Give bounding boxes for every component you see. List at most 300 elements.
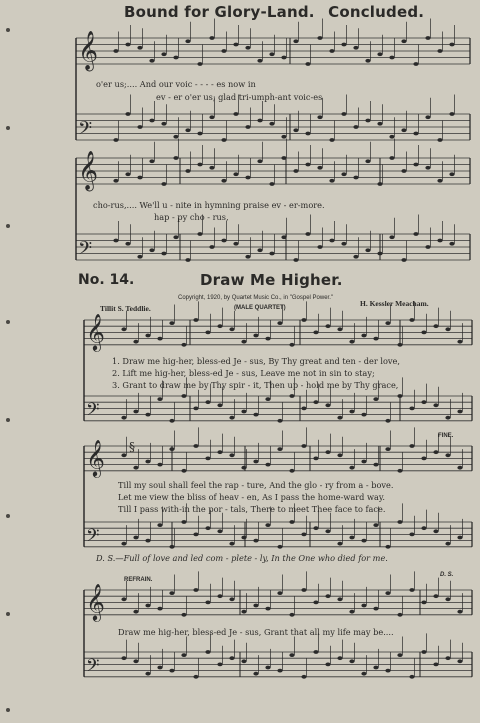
verse-line: 1. Draw me hig-her, bless-ed Je - sus, By Thy great and ten - der love, <box>112 356 400 366</box>
note-head <box>193 444 198 448</box>
note-head <box>409 588 414 592</box>
note-head <box>221 138 226 142</box>
note-head <box>253 334 258 338</box>
note-head <box>145 672 150 676</box>
note-head <box>133 610 138 614</box>
note-head <box>449 172 454 176</box>
note-head <box>377 122 382 126</box>
note-head <box>397 520 402 524</box>
note-head <box>325 663 330 667</box>
note-head <box>133 659 138 663</box>
note-head <box>113 239 118 243</box>
note-head <box>149 159 154 163</box>
note-head <box>233 43 238 47</box>
note-head <box>265 666 270 670</box>
note-head <box>433 324 438 328</box>
bass-clef: 𝄢 <box>86 654 100 680</box>
note-head <box>409 444 414 448</box>
note-head <box>325 403 330 407</box>
note-head <box>217 529 222 533</box>
note-head <box>209 36 214 40</box>
note-head <box>349 410 354 414</box>
fine-label: FINE. <box>438 433 454 439</box>
note-head <box>281 56 286 60</box>
note-head <box>317 245 322 249</box>
continued-suffix: Concluded. <box>328 3 425 21</box>
note-head <box>157 666 162 670</box>
note-head <box>305 232 310 236</box>
note-head <box>445 597 450 601</box>
note-head <box>301 407 306 411</box>
note-head <box>281 135 286 139</box>
note-head <box>281 235 286 239</box>
note-head <box>277 591 282 595</box>
note-head <box>125 112 130 116</box>
note-head <box>277 669 282 673</box>
note-head <box>185 258 190 262</box>
note-head <box>121 327 126 331</box>
note-head <box>305 163 310 167</box>
note-head <box>269 182 274 186</box>
note-head <box>385 669 390 673</box>
note-head <box>389 135 394 139</box>
note-head <box>241 340 246 344</box>
note-head <box>205 457 210 461</box>
note-head <box>377 252 382 256</box>
ds-label: D. S. <box>440 572 454 578</box>
note-head <box>329 49 334 53</box>
note-head <box>169 447 174 451</box>
note-head <box>353 125 358 129</box>
note-head <box>149 119 154 123</box>
note-head <box>181 469 186 473</box>
note-head <box>457 610 462 614</box>
note-head <box>289 613 294 617</box>
note-head <box>169 669 174 673</box>
note-head <box>373 463 378 467</box>
note-head <box>181 613 186 617</box>
note-head <box>209 245 214 249</box>
note-head <box>205 601 210 605</box>
note-head <box>389 56 394 60</box>
note-head <box>281 156 286 160</box>
note-head <box>193 675 198 679</box>
note-head <box>365 59 370 63</box>
bass-clef: 𝄢 <box>78 237 93 264</box>
note-head <box>457 466 462 470</box>
note-head <box>413 132 418 136</box>
note-head <box>245 255 250 259</box>
note-head <box>457 659 462 663</box>
note-head <box>341 43 346 47</box>
note-head <box>265 523 270 527</box>
note-head <box>397 613 402 617</box>
note-head <box>401 128 406 132</box>
note-head <box>361 604 366 608</box>
note-head <box>277 321 282 325</box>
note-head <box>413 62 418 66</box>
note-head <box>301 533 306 537</box>
note-head <box>133 536 138 540</box>
note-head <box>157 607 162 611</box>
note-head <box>205 400 210 404</box>
note-head <box>245 125 250 129</box>
note-head <box>169 591 174 595</box>
note-head <box>113 138 118 142</box>
lyric-line: hap - py cho - rus, <box>154 212 229 222</box>
note-head <box>185 128 190 132</box>
note-head <box>145 539 150 543</box>
note-head <box>365 248 370 252</box>
note-head <box>229 327 234 331</box>
note-head <box>193 588 198 592</box>
note-head <box>397 343 402 347</box>
bass-clef: 𝄢 <box>78 117 93 144</box>
note-head <box>401 169 406 173</box>
song-title: Draw Me Higher. <box>200 271 343 289</box>
note-head <box>209 166 214 170</box>
note-head <box>257 119 262 123</box>
note-head <box>293 128 298 132</box>
note-head <box>137 125 142 129</box>
note-head <box>277 447 282 451</box>
note-head <box>193 533 198 537</box>
note-head <box>349 659 354 663</box>
note-head <box>421 457 426 461</box>
note-head <box>221 179 226 183</box>
note-head <box>193 407 198 411</box>
note-head <box>265 463 270 467</box>
note-head <box>389 156 394 160</box>
note-head <box>301 675 306 679</box>
treble-clef: 𝄞 <box>78 150 98 190</box>
note-head <box>257 159 262 163</box>
note-head <box>245 46 250 50</box>
note-head <box>205 650 210 654</box>
treble-clef: 𝄞 <box>78 30 98 70</box>
note-head <box>133 410 138 414</box>
note-head <box>349 340 354 344</box>
note-head <box>317 36 322 40</box>
note-head <box>241 659 246 663</box>
note-head <box>253 413 258 417</box>
note-head <box>173 156 178 160</box>
note-head <box>445 656 450 660</box>
note-head <box>181 653 186 657</box>
note-head <box>169 321 174 325</box>
note-head <box>313 650 318 654</box>
continued-title-text: Bound for Glory-Land. <box>124 3 315 21</box>
note-head <box>325 529 330 533</box>
note-head <box>317 166 322 170</box>
note-head <box>301 588 306 592</box>
note-head <box>421 601 426 605</box>
note-head <box>445 453 450 457</box>
note-head <box>409 407 414 411</box>
note-head <box>385 419 390 423</box>
note-head <box>121 542 126 546</box>
note-head <box>113 49 118 53</box>
note-head <box>217 403 222 407</box>
note-head <box>229 542 234 546</box>
note-head <box>325 594 330 598</box>
note-head <box>217 594 222 598</box>
note-head <box>449 112 454 116</box>
note-head <box>409 533 414 537</box>
note-head <box>253 604 258 608</box>
note-head <box>397 653 402 657</box>
note-head <box>121 656 126 660</box>
note-head <box>241 536 246 540</box>
note-head <box>113 179 118 183</box>
note-head <box>293 39 298 43</box>
note-head <box>425 36 430 40</box>
note-head <box>377 52 382 56</box>
note-head <box>349 610 354 614</box>
note-head <box>169 419 174 423</box>
note-head <box>437 49 442 53</box>
note-head <box>353 176 358 180</box>
note-head <box>173 56 178 60</box>
note-head <box>269 122 274 126</box>
note-head <box>361 539 366 543</box>
note-head <box>145 604 150 608</box>
refrain-label: REFRAIN. <box>124 577 153 583</box>
note-head <box>385 321 390 325</box>
note-head <box>433 403 438 407</box>
note-head <box>341 242 346 246</box>
note-head <box>325 450 330 454</box>
note-head <box>205 331 210 335</box>
note-head <box>269 52 274 56</box>
note-head <box>433 594 438 598</box>
note-head <box>353 255 358 259</box>
note-head <box>349 536 354 540</box>
note-head <box>289 343 294 347</box>
note-head <box>433 450 438 454</box>
treble-clef: 𝄞 <box>86 312 106 351</box>
note-head <box>229 416 234 420</box>
note-head <box>361 460 366 464</box>
note-head <box>289 469 294 473</box>
copyright: Copyright, 1920, by Quartet Music Co., in "Gospel Power." <box>178 295 333 301</box>
note-head <box>437 138 442 142</box>
note-head <box>133 340 138 344</box>
note-head <box>389 235 394 239</box>
note-head <box>185 169 190 173</box>
note-head <box>173 135 178 139</box>
note-head <box>197 163 202 167</box>
note-head <box>325 324 330 328</box>
note-head <box>157 337 162 341</box>
note-head <box>157 397 162 401</box>
note-head <box>125 172 130 176</box>
refrain-lyric: Draw me hig-her, bless-ed Je - sus, Grant that all my life may be.... <box>118 627 394 637</box>
note-head <box>221 239 226 243</box>
note-head <box>425 166 430 170</box>
note-head <box>305 62 310 66</box>
note-head <box>305 132 310 136</box>
note-head <box>397 469 402 473</box>
note-head <box>133 466 138 470</box>
note-head <box>125 242 130 246</box>
note-head <box>217 324 222 328</box>
note-head <box>433 663 438 667</box>
note-head <box>289 394 294 398</box>
note-head <box>241 410 246 414</box>
note-head <box>137 176 142 180</box>
note-head <box>161 122 166 126</box>
note-head <box>313 457 318 461</box>
note-head <box>409 675 414 679</box>
note-head <box>445 327 450 331</box>
note-head <box>229 453 234 457</box>
note-head <box>373 666 378 670</box>
note-head <box>401 39 406 43</box>
note-head <box>121 597 126 601</box>
note-head <box>337 416 342 420</box>
note-head <box>313 601 318 605</box>
note-head <box>145 460 150 464</box>
note-head <box>241 610 246 614</box>
note-head <box>445 542 450 546</box>
note-head <box>293 169 298 173</box>
note-head <box>373 397 378 401</box>
note-head <box>317 115 322 119</box>
note-head <box>149 248 154 252</box>
note-head <box>433 529 438 533</box>
note-head <box>301 318 306 322</box>
note-head <box>409 318 414 322</box>
note-head <box>361 334 366 338</box>
note-head <box>157 463 162 467</box>
note-head <box>373 523 378 527</box>
note-head <box>313 331 318 335</box>
note-head <box>329 138 334 142</box>
note-head <box>121 416 126 420</box>
note-head <box>449 242 454 246</box>
note-head <box>337 453 342 457</box>
note-head <box>265 337 270 341</box>
note-head <box>229 656 234 660</box>
note-head <box>421 526 426 530</box>
note-head <box>185 39 190 43</box>
composer: H. Kessler Meacham. <box>360 299 429 308</box>
note-head <box>233 112 238 116</box>
note-head <box>193 318 198 322</box>
note-head <box>425 115 430 119</box>
verse-line: Till my soul shall feel the rap - ture, And the glo - ry from a - bove. <box>118 480 394 490</box>
note-head <box>125 43 130 47</box>
note-head <box>217 450 222 454</box>
note-head <box>173 235 178 239</box>
note-head <box>253 539 258 543</box>
note-head <box>457 340 462 344</box>
note-head <box>181 394 186 398</box>
note-head <box>209 115 214 119</box>
note-head <box>341 112 346 116</box>
bass-clef: 𝄢 <box>86 524 100 550</box>
note-head <box>449 43 454 47</box>
note-head <box>365 159 370 163</box>
verse-line: 2. Lift me hig-her, bless-ed Je - sus, Leave me not in sin to stay; <box>112 368 375 378</box>
note-head <box>337 656 342 660</box>
note-head <box>145 413 150 417</box>
note-head <box>437 179 442 183</box>
note-head <box>229 597 234 601</box>
note-head <box>289 520 294 524</box>
note-head <box>197 232 202 236</box>
note-head <box>337 597 342 601</box>
note-head <box>361 413 366 417</box>
note-head <box>245 176 250 180</box>
note-head <box>233 172 238 176</box>
note-head <box>353 46 358 50</box>
note-head <box>181 343 186 347</box>
note-head <box>385 447 390 451</box>
bass-clef: 𝄢 <box>86 398 100 424</box>
note-head <box>421 400 426 404</box>
note-head <box>149 59 154 63</box>
note-head <box>157 523 162 527</box>
note-head <box>205 526 210 530</box>
note-head <box>233 242 238 246</box>
lyricist: Tillit S. Teddlie. <box>100 304 151 313</box>
note-head <box>413 163 418 167</box>
note-head <box>377 182 382 186</box>
note-head <box>341 172 346 176</box>
note-head <box>413 232 418 236</box>
note-head <box>253 672 258 676</box>
segno-sign: § <box>129 440 135 454</box>
treble-clef: 𝄞 <box>86 582 106 621</box>
verse-line: Till I pass with-in the por - tals, There to meet Thee face to face. <box>118 504 386 514</box>
note-head <box>329 179 334 183</box>
note-head <box>277 419 282 423</box>
note-head <box>197 132 202 136</box>
verse-line: 3. Grant to draw me by Thy spir - it, Then up - hold me by Thy grace, <box>112 380 399 390</box>
note-head <box>397 394 402 398</box>
note-head <box>277 545 282 549</box>
note-head <box>217 663 222 667</box>
lyric-line: cho-rus,.... We'll u - nite in hymning praise ev - er-more. <box>93 200 325 210</box>
note-head <box>349 466 354 470</box>
note-head <box>437 239 442 243</box>
note-head <box>241 466 246 470</box>
note-head <box>373 337 378 341</box>
note-head <box>301 444 306 448</box>
note-head <box>289 653 294 657</box>
note-head <box>421 331 426 335</box>
note-head <box>421 650 426 654</box>
note-head <box>269 252 274 256</box>
note-head <box>337 542 342 546</box>
note-head <box>181 520 186 524</box>
note-head <box>329 239 334 243</box>
note-head <box>401 258 406 262</box>
note-head <box>145 334 150 338</box>
arrangement: (MALE QUARTET) <box>234 305 286 311</box>
note-head <box>457 536 462 540</box>
verse-line: Let me view the bliss of heav - en, As I pass the home-ward way. <box>118 492 386 502</box>
note-head <box>257 59 262 63</box>
note-head <box>313 400 318 404</box>
note-head <box>361 672 366 676</box>
note-head <box>293 258 298 262</box>
note-head <box>385 545 390 549</box>
treble-clef: 𝄞 <box>86 438 106 477</box>
note-head <box>161 182 166 186</box>
